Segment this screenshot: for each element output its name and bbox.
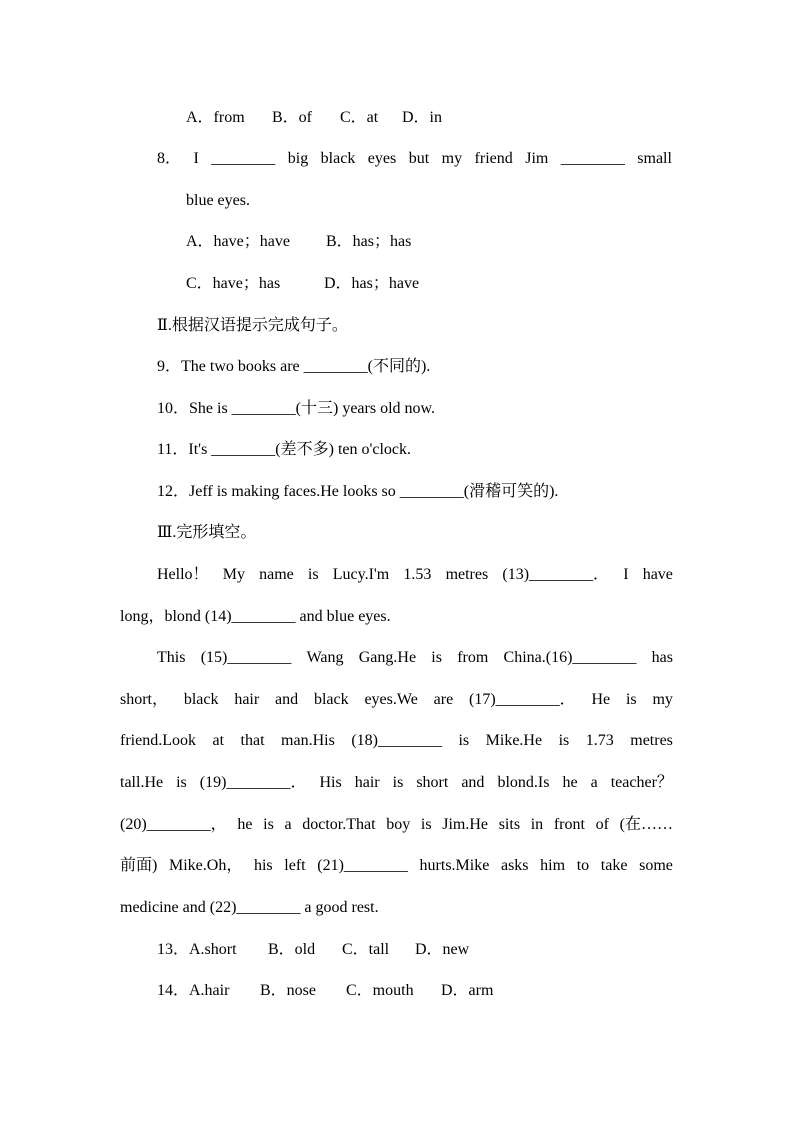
word: front — [553, 816, 585, 833]
blank: (20)________， — [120, 816, 227, 833]
word: Gang.He — [358, 649, 417, 666]
word: my — [441, 150, 463, 167]
word: is — [307, 566, 319, 583]
blank: (17)________． — [469, 691, 576, 708]
word: is — [263, 816, 274, 833]
q13-option-c: C．tall — [342, 941, 390, 958]
cloze-para2-line3 — [120, 731, 673, 751]
cloze-para2-line7: medicine and (22)________ a good rest. — [120, 899, 379, 916]
blank: ________ — [211, 150, 276, 167]
word: of — [595, 816, 609, 833]
q8-option-d: D．has；have — [324, 275, 420, 292]
word: but — [408, 150, 430, 167]
word: is — [558, 732, 570, 749]
word: hair — [234, 691, 260, 708]
word: tall.He — [120, 774, 164, 791]
word: left — [284, 857, 306, 874]
q13-option-a: 13．A.short — [157, 941, 237, 958]
word: are — [433, 691, 454, 708]
word: and — [461, 774, 485, 791]
word: his — [253, 857, 273, 874]
word: short — [416, 774, 449, 791]
blank: (15)________ — [200, 649, 292, 666]
word: and — [275, 691, 299, 708]
word: 1.53 — [403, 566, 432, 583]
blank: (19)________． — [199, 774, 307, 791]
word: at — [212, 732, 225, 749]
word: 8． — [157, 150, 182, 167]
cloze-para1-line2: long，blond (14)________ and blue eyes. — [120, 608, 391, 625]
word: small — [637, 150, 672, 167]
word: boy — [386, 816, 411, 833]
question-9: 9．The two books are ________(不同的). — [157, 358, 431, 375]
word: he — [562, 774, 578, 791]
q8-option-a: A．have；have — [186, 233, 290, 250]
word: Mike.He — [485, 732, 543, 749]
word: He — [591, 691, 611, 708]
word: that — [240, 732, 265, 749]
word: sits — [498, 816, 521, 833]
q8-option-b: B．has；has — [326, 233, 412, 250]
question-8-continuation: blue eyes. — [186, 192, 250, 209]
word: Hello！ — [157, 566, 209, 583]
cloze-para2-line1 — [157, 648, 673, 668]
blank: (21)________ — [317, 857, 408, 874]
word: is — [420, 816, 432, 833]
q8-option-c: C．have；has — [186, 275, 281, 292]
q13-option-b: B．old — [268, 941, 316, 958]
word: My — [222, 566, 245, 583]
word: big — [287, 150, 309, 167]
cloze-para2-line2 — [120, 690, 673, 710]
cloze-para2-line4 — [120, 773, 673, 793]
q13-option-d: D．new — [415, 941, 470, 958]
word: have — [642, 566, 673, 583]
word: metres — [630, 732, 673, 749]
word: teacher？ — [610, 774, 673, 791]
word: some — [639, 857, 673, 874]
word: to — [576, 857, 590, 874]
q7-option-b: B．of — [272, 109, 313, 126]
word: eyes — [367, 150, 397, 167]
word: he — [237, 816, 253, 833]
word: friend.Look — [120, 732, 196, 749]
word: from — [457, 649, 489, 666]
q14-option-b: B．nose — [260, 982, 317, 999]
blank: (18)________ — [351, 732, 442, 749]
word: black — [183, 691, 219, 708]
word: hurts.Mike — [419, 857, 490, 874]
cloze-para1-line1 — [157, 565, 673, 585]
word: is — [392, 774, 404, 791]
word: blond.Is — [497, 774, 550, 791]
word: eyes.We — [364, 691, 418, 708]
word: short， — [120, 691, 169, 708]
word: friend — [474, 150, 513, 167]
word: has — [651, 649, 673, 666]
word: take — [600, 857, 628, 874]
word: 前面) — [120, 857, 158, 874]
word: is — [625, 691, 637, 708]
section-2-heading: Ⅱ.根据汉语提示完成句子。 — [157, 317, 348, 334]
word: in — [530, 816, 544, 833]
word: him — [540, 857, 566, 874]
word: a — [284, 816, 292, 833]
word: is — [176, 774, 187, 791]
q14-option-c: C．mouth — [346, 982, 414, 999]
question-10: 10．She is ________(十三) years old now. — [157, 400, 436, 417]
word: is — [431, 649, 442, 666]
q14-option-d: D．arm — [441, 982, 494, 999]
word: a — [590, 774, 598, 791]
word: man.His — [281, 732, 335, 749]
q14-option-a: 14．A.hair — [157, 982, 230, 999]
blank: (13)________． — [502, 566, 610, 583]
word: is — [458, 732, 470, 749]
q7-option-c: C．at — [340, 109, 379, 126]
cloze-para2-line6 — [120, 856, 673, 876]
word: black — [313, 691, 349, 708]
word: Lucy.I'm — [332, 566, 390, 583]
word: 1.73 — [585, 732, 614, 749]
cloze-para2-line5 — [120, 815, 673, 835]
blank: China.(16)________ — [503, 649, 637, 666]
word: His — [319, 774, 342, 791]
word: Jim.He — [442, 816, 489, 833]
section-3-heading: Ⅲ.完形填空。 — [157, 524, 257, 541]
q7-option-a: A．from — [186, 109, 245, 126]
question-12: 12．Jeff is making faces.He looks so ________(滑稽可笑的). — [157, 483, 559, 500]
word: (在…… — [619, 816, 673, 833]
word: Mike.Oh， — [168, 857, 243, 874]
q7-option-d: D．in — [402, 109, 443, 126]
word: name — [259, 566, 294, 583]
word: This — [157, 649, 186, 666]
word: I — [623, 566, 629, 583]
word: hair — [354, 774, 380, 791]
question-11: 11．It's ________(差不多) ten o'clock. — [157, 441, 412, 458]
blank: ________ — [560, 150, 625, 167]
word: asks — [500, 857, 529, 874]
word: doctor.That — [302, 816, 376, 833]
word: Wang — [306, 649, 344, 666]
word: black — [320, 150, 356, 167]
word: I — [193, 150, 199, 167]
word: Jim — [525, 150, 549, 167]
question-8-line — [157, 149, 672, 169]
word: my — [652, 691, 673, 708]
word: metres — [445, 566, 489, 583]
